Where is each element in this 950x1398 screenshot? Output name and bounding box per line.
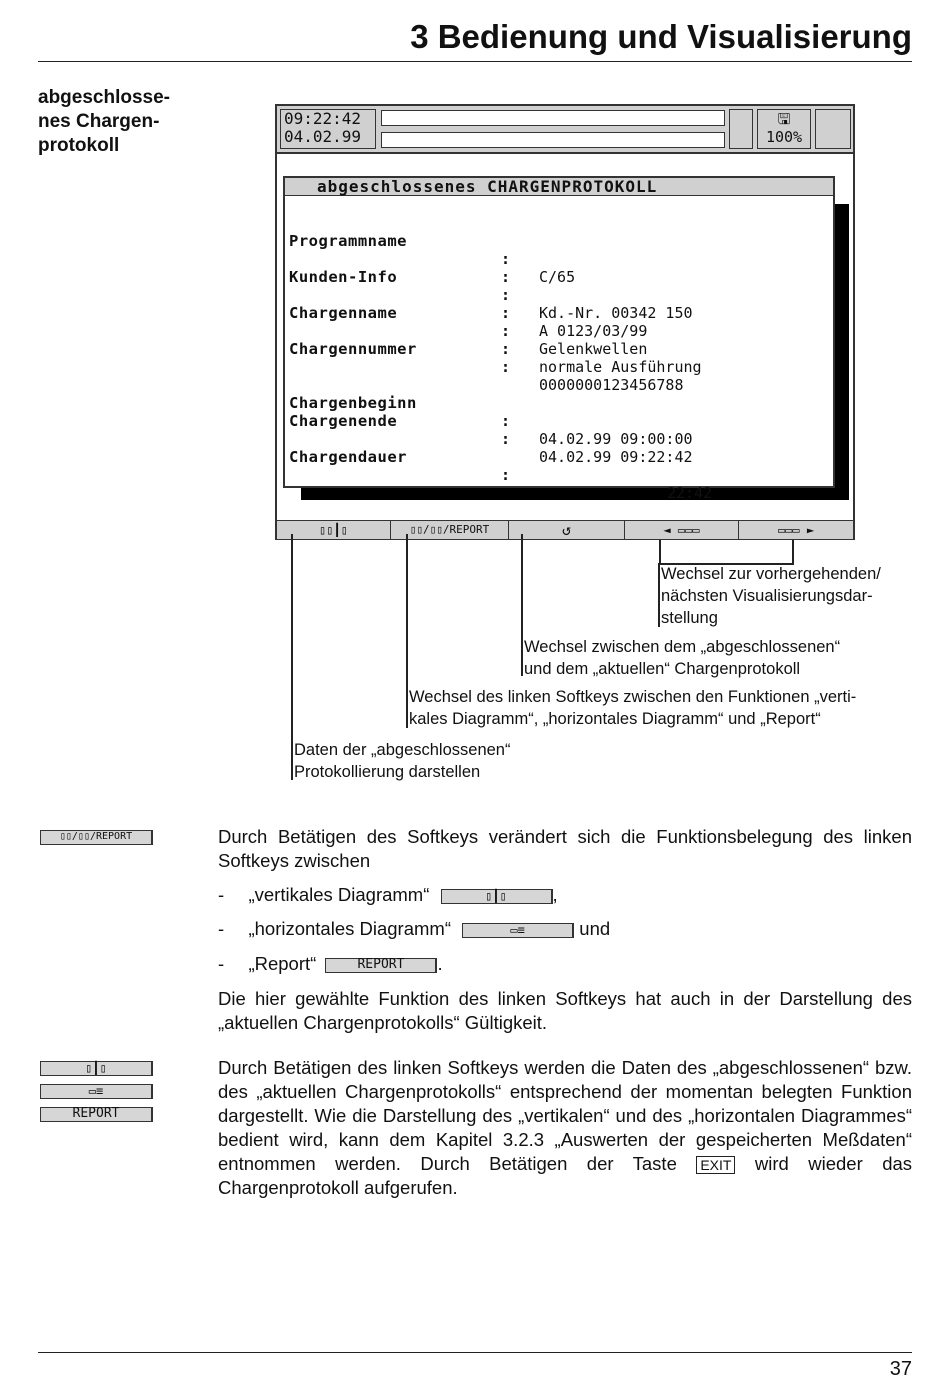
bullet-text: „vertikales Diagramm“ bbox=[248, 884, 430, 905]
callout-toggle-protocol: Wechsel zwischen dem „abgeschlossenen“ und dem „aktuellen“ Chargenprotokoll bbox=[524, 638, 841, 678]
toggle-function-key-icon: ▯▯/▯▯/REPORT bbox=[40, 830, 153, 845]
row-value: 0000000123456788 bbox=[539, 376, 684, 394]
row-colon: : bbox=[501, 466, 511, 484]
row-label: Chargenende bbox=[289, 412, 398, 430]
row-colon: : bbox=[501, 322, 511, 340]
callout-prev-next: Wechsel zur vorhergehenden/ nächsten Visualisierungsdar- stellung bbox=[661, 565, 881, 627]
disk-percent: 100% bbox=[765, 128, 803, 146]
row-value: A 0123/03/99 bbox=[539, 322, 648, 340]
clock-date: 04.02.99 bbox=[284, 127, 362, 146]
row-colon: : bbox=[501, 268, 511, 286]
section2-text-main: Durch Betätigen des linken Softkeys werden die Daten des „abgeschlossenen“ bzw. des „aktuellen Chargenprotokolls“ entsprechend der momentan belegten Funktion dargestellt. Wie die Darstellung des „vertikalen“ und des „horizontalen Diagrammes“ bedient wird, kann dem Kapitel 3.2.3 „Auswerten der gespeicherten Meßdaten“ entnommen werden. Durch Betätigen der Taste bbox=[218, 1057, 912, 1174]
bullet-dash: - bbox=[218, 953, 225, 974]
row-colon: : bbox=[501, 358, 511, 376]
bullet-dash: - bbox=[218, 884, 225, 905]
row-value: Gelenkwellen bbox=[539, 340, 648, 358]
row-value: 22:42 bbox=[667, 484, 713, 502]
side-heading: abgeschlosse- nes Chargen- protokoll bbox=[38, 87, 170, 156]
callout-line bbox=[406, 534, 408, 728]
callout-show-data: Daten der „abgeschlossenen“ Protokollierung darstellen bbox=[294, 741, 511, 781]
device-screen bbox=[275, 104, 855, 540]
softkey-bar bbox=[277, 520, 853, 539]
chapter-title: 3 Bedienung und Visualisierung bbox=[410, 18, 912, 55]
row-label: Chargennummer bbox=[289, 340, 417, 358]
callout-line bbox=[658, 563, 660, 627]
callout-line bbox=[659, 540, 661, 564]
bullet-end: , bbox=[552, 884, 558, 905]
row-colon: : bbox=[501, 304, 511, 322]
softkey-vertical-diagram[interactable]: ▯▯┃▯ bbox=[277, 521, 391, 539]
progress-bar-1 bbox=[381, 110, 725, 126]
row-label: Programmname bbox=[289, 232, 407, 250]
row-label: Kunden-Info bbox=[289, 268, 398, 286]
row-label: Chargendauer bbox=[289, 448, 407, 466]
callout-line bbox=[521, 534, 523, 676]
row-value: C/65 bbox=[539, 268, 576, 286]
row-value: Kd.-Nr. 00342 150 bbox=[539, 304, 693, 322]
bullet-end: und bbox=[579, 918, 611, 939]
softkey-toggle-function[interactable]: ▯▯/▯▯/REPORT bbox=[391, 521, 509, 539]
row-value: 04.02.99 09:22:42 bbox=[539, 448, 693, 466]
disk-status bbox=[757, 109, 811, 149]
bullet-text: „horizontales Diagramm“ bbox=[248, 918, 451, 939]
row-colon: : bbox=[501, 412, 511, 430]
progress-bar-2 bbox=[381, 132, 725, 148]
clock-display bbox=[280, 109, 376, 149]
row-value: 04.02.99 09:00:00 bbox=[539, 430, 693, 448]
section2-text bbox=[218, 1056, 912, 1200]
protocol-title: abgeschlossenes CHARGENPROTOKOLL bbox=[285, 178, 833, 196]
bullet-horizontal bbox=[218, 917, 610, 941]
row-colon: : bbox=[501, 430, 511, 448]
softkey-toggle-protocol[interactable]: ↺ bbox=[509, 521, 625, 539]
exit-key: EXIT bbox=[696, 1156, 735, 1174]
protocol-window bbox=[283, 176, 835, 502]
header-rule bbox=[38, 61, 912, 62]
softkey-previous-view[interactable]: ◄ ▭▭▭ bbox=[625, 521, 739, 539]
status-separator bbox=[729, 109, 753, 149]
report-key-icon: REPORT bbox=[325, 958, 437, 973]
section1-closing: Die hier gewählte Funktion des linken Softkeys hat auch in der Darstellung des „aktuellen Chargenprotokolls“ Gültigkeit. bbox=[218, 988, 912, 1033]
page-number: 37 bbox=[889, 1358, 912, 1380]
section1-intro: Durch Betätigen des Softkeys verändert sich die Funktionsbelegung des linken Softkeys zwischen bbox=[218, 826, 912, 871]
row-label: Chargenbeginn bbox=[289, 394, 417, 412]
row-colon: : bbox=[501, 250, 511, 268]
horizontal-diagram-key-icon: ▭≡ bbox=[40, 1084, 153, 1099]
row-colon: : bbox=[501, 286, 511, 304]
floppy-disk-icon: 🖫 bbox=[777, 110, 791, 128]
vertical-diagram-key-icon: ▯┃▯ bbox=[40, 1061, 153, 1076]
row-value: normale Ausführung bbox=[539, 358, 702, 376]
bullet-text: „Report“ bbox=[248, 953, 317, 974]
bullet-dash: - bbox=[218, 918, 225, 939]
status-corner bbox=[815, 109, 851, 149]
status-bar bbox=[277, 106, 853, 154]
callout-line bbox=[792, 540, 794, 564]
horizontal-diagram-key-icon: ▭≡ bbox=[462, 923, 574, 938]
callout-toggle-function: Wechsel des linken Softkeys zwischen den Funktionen „verti- kales Diagramm“, „horizontales Diagramm“ und „Report“ bbox=[409, 688, 857, 728]
bullet-vertical bbox=[218, 883, 558, 907]
footer-rule bbox=[38, 1352, 912, 1353]
clock-time: 09:22:42 bbox=[284, 109, 362, 128]
vertical-diagram-key-icon: ▯┃▯ bbox=[441, 889, 553, 904]
callout-line bbox=[291, 534, 293, 780]
row-label: Chargenname bbox=[289, 304, 398, 322]
softkey-next-view[interactable]: ▭▭▭ ► bbox=[777, 523, 815, 537]
report-key-icon: REPORT bbox=[40, 1107, 153, 1122]
bullet-end: . bbox=[437, 953, 443, 974]
bullet-report bbox=[218, 952, 443, 976]
section2-text-end: wird wieder das Chargenprotokoll aufgerufen. bbox=[218, 1153, 913, 1198]
row-colon: : bbox=[501, 340, 511, 358]
